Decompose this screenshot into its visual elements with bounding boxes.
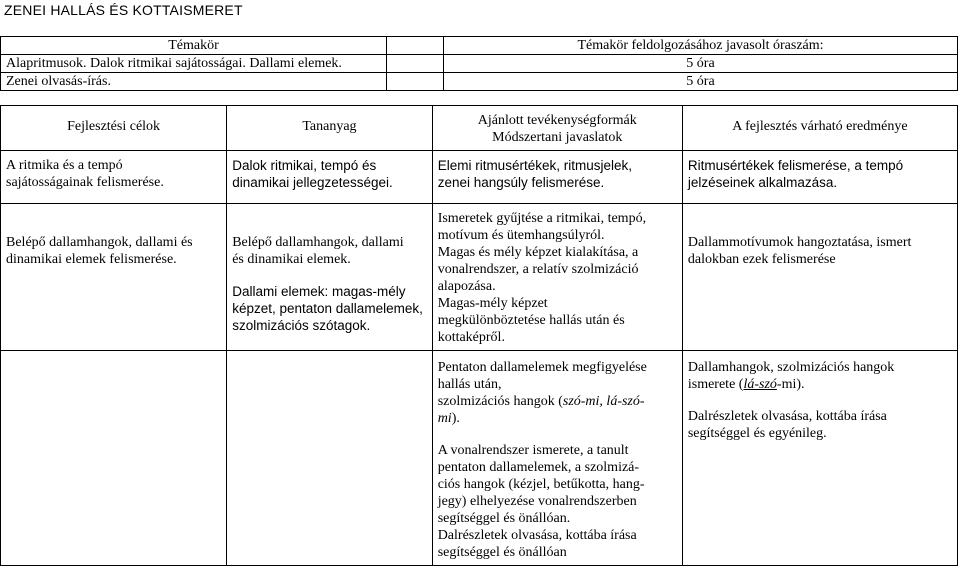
topic-name: Alapritmusok. Dalok ritmikai sajátosságai. Dallami elemek. bbox=[1, 55, 387, 73]
row1-goals: A ritmika és a tempó sajátosságainak felismerése. bbox=[1, 151, 227, 204]
row3-goals bbox=[1, 351, 227, 566]
row2-content bbox=[227, 204, 432, 351]
topic-name: Zenei olvasás-írás. bbox=[1, 73, 387, 91]
curriculum-table bbox=[0, 105, 958, 566]
topic-header: Témakör bbox=[1, 37, 387, 55]
row3-activities bbox=[432, 351, 682, 566]
activities-header bbox=[432, 106, 682, 151]
row3-content bbox=[227, 351, 432, 566]
topic-row bbox=[1, 73, 958, 91]
topic-hours: 5 óra bbox=[444, 55, 958, 73]
curriculum-row-1 bbox=[1, 151, 958, 204]
row3-outcomes-block-a: Dallamhangok, szolmizációs hangok ismerete (lá-szó-mi). bbox=[687, 360, 895, 392]
row2-goals: Belépő dallamhangok, dallami és dinamikai elemek felismerése. bbox=[1, 204, 227, 351]
goals-header: Fejlesztési célok bbox=[1, 106, 227, 151]
topic-hours: 5 óra bbox=[444, 73, 958, 91]
row3-outcomes bbox=[682, 351, 957, 566]
row2-content-block-a: Belépő dallamhangok, dallami és dinamikai elemek. bbox=[232, 235, 404, 267]
content-header: Tananyag bbox=[227, 106, 432, 151]
curriculum-header-row bbox=[1, 106, 958, 151]
row2-content-block-b: Dallami elemek: magas-mély képzet, pentaton dallamelemek, szolmizációs szótagok. bbox=[232, 284, 423, 333]
hours-header: Témakör feldolgozásához javasolt óraszám: bbox=[444, 37, 958, 55]
topics-table bbox=[0, 36, 958, 91]
row2-outcomes: Dallammotívumok hangoztatása, ismert dalokban ezek felismerése bbox=[682, 204, 957, 351]
row3-activities-block-b: A vonalrendszer ismerete, a tanult pentaton dallamelemek, a szolmizá- ciós hangok (kézjel, betűkotta, hang- jegy) elhelyezése vonalrendszerben segítséggel és önállóan. Dalrészletek olvasása, kottába írása segítséggel és önállóan bbox=[437, 443, 645, 560]
row2-activities: Ismeretek gyűjtése a ritmikai, tempó, motívum és ütemhangsúlyról. Magas és mély képzet kialakítása, a vonalrendszer, a relatív szolmizáció alapozása. Magas-mély képzet megkülönböztetése hallás után és kottaképről. bbox=[432, 204, 682, 351]
curriculum-row-3 bbox=[1, 351, 958, 566]
curriculum-row-2 bbox=[1, 204, 958, 351]
row3-outcomes-block-b: Dalrészletek olvasása, kottába írása segítséggel és egyénileg. bbox=[687, 409, 887, 441]
row3-activities-block-a: Pentaton dallamelemek megfigyelése hallás után, szolmizációs hangok (szó-mi, lá-szó- mi). bbox=[437, 360, 647, 426]
activities-header-line1: Ajánlott tevékenységformák bbox=[477, 113, 637, 128]
outcomes-header: A fejlesztés várható eredménye bbox=[682, 106, 957, 151]
row1-activities: Elemi ritmusértékek, ritmusjelek, zenei hangsúly felismerése. bbox=[432, 151, 682, 204]
row1-content: Dalok ritmikai, tempó és dinamikai jellegzetességei. bbox=[227, 151, 432, 204]
topic-row bbox=[1, 55, 958, 73]
page-title: ZENEI HALLÁS ÉS KOTTAISMERET bbox=[4, 2, 243, 18]
activities-header-line2: Módszertani javaslatok bbox=[492, 130, 623, 145]
topics-header-row bbox=[1, 37, 958, 55]
row1-outcomes: Ritmusértékek felismerése, a tempó jelzéseinek alkalmazása. bbox=[682, 151, 957, 204]
